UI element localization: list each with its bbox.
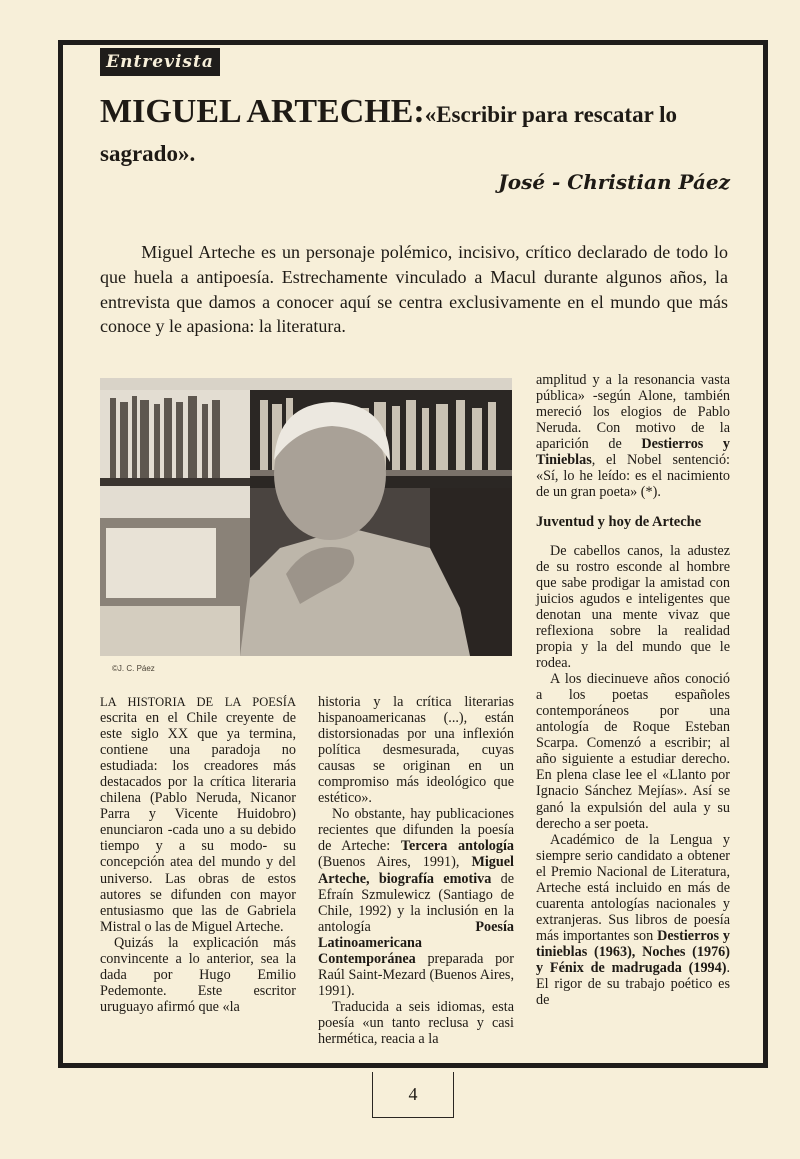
author-photo	[100, 378, 512, 656]
section-heading: Juventud y hoy de Arteche	[536, 514, 702, 531]
section-label: Entrevista	[100, 48, 220, 76]
column3-paragraph-1	[536, 372, 730, 500]
column2-paragraph-3: Traducida a seis idiomas, esta poesía «un tanto reclusa y casi hermética, reacia a la	[318, 998, 514, 1047]
article-title	[100, 92, 740, 170]
column1-smallcaps-lead: LA HISTORIA DE LA POESÍA	[100, 695, 296, 709]
book-titles-list: Destierros y tinieblas (1963), Noches (1976) y Fénix de madrugada (1994)	[536, 927, 730, 976]
column2-p2-text-e: preparada por Raúl Saint-Mezard (Buenos Aires, 1991).	[318, 950, 514, 999]
article-column-2	[318, 694, 514, 1047]
book-title-destierros: Destierros y Tinieblas	[536, 436, 731, 469]
column3-p4-text-a: Académico de la Lengua y siempre serio candidato a obtener el Premio Nacional de Literatura, Arteche está incluido en más de cuarenta antologías nacionales y extranjeras. Sus libros de poesía más importantes son	[536, 831, 730, 944]
title-main: MIGUEL ARTECHE:	[100, 93, 425, 130]
lead-paragraph	[100, 240, 728, 339]
title-subtitle: «Escribir para rescatar lo sagrado».	[100, 102, 678, 167]
column3-p1-text-a: amplitud y a la resonancia vasta pública» -según Alone, también mereció los elogios de Pablo Neruda. Con motivo de la aparición de	[536, 372, 730, 453]
column2-p2-text-a: No obstante, hay publicaciones recientes que difunden la poesía de Arteche:	[318, 806, 514, 855]
column1-paragraph-1	[100, 694, 296, 935]
column3-paragraph-2: De cabellos canos, la adustez de su rostro esconde al hombre que sabe prodigar la amistad con juicios agudos e inteligentes que denotan una mente vivaz que reflexiona sobre la realidad propia y la del mundo que le rodea.	[536, 542, 730, 672]
book-title-poesia-latinoamericana: Poesía Latinoamericana Contemporánea	[318, 918, 514, 967]
column3-p1-text-c: , el Nobel sentenció: «Sí, lo he leído: es el nacimiento de un gran poeta» (*).	[536, 452, 730, 501]
column2-p2-text-c: (Buenos Aires, 1991),	[318, 854, 472, 871]
column3-p4-text-c: . El rigor de su trabajo poético es de	[536, 959, 730, 1009]
photo-credit: ©J. C. Páez	[112, 664, 155, 673]
column2-p2-text-d: de Efraín Szmulewicz (Santiago de Chile, 1992) y la inclusión en la antología	[318, 870, 514, 935]
byline: José - Christian Páez	[498, 170, 730, 194]
lead-text: Miguel Arteche es un personaje polémico, incisivo, crítico declarado de todo lo que huela a antipoesía. Estrechamente vinculado a Macul durante algunos años, la entrevista que damos a conocer aquí se centra exclusivamente en el mundo que más conoce y le apasiona: la literatura.	[100, 242, 729, 337]
column2-paragraph-2	[318, 806, 514, 999]
page-number: 4	[372, 1072, 454, 1118]
author-photo-illustration	[100, 378, 512, 656]
book-title-biografia: Miguel Arteche, biografía emotiva	[318, 854, 514, 887]
column1-paragraph-2: Quizás la explicación más convincente a lo anterior, sea la dada por Hugo Emilio Pedemonte. Este escritor uruguayo afirmó que «la	[100, 934, 296, 1015]
column2-paragraph-1: historia y la crítica literarias hispanoamericanas (...), están distorsionadas por una inflexión política desmesurada, cuyas causas se originan en un compromiso más ideológico que estético».	[318, 694, 514, 807]
article-column-3	[536, 372, 730, 1008]
article-column-1	[100, 694, 296, 1015]
column1-p1-text: escrita en el Chile creyente de este siglo XX que ya termina, contiene una paradoja no estudiada: los creadores más destacados por la crítica literaria chilena (Pablo Neruda, Nicanor Parra y Vicente Huidobro) enunciaron -cada uno a su debido tiempo y a su modo- su concepción atea del mundo y del universo. Las obras de estos autores se difunden con mayor entusiasmo que las de Gabriela Mistral o las de Miguel Arteche.	[100, 710, 296, 935]
column3-paragraph-4	[536, 832, 730, 1009]
column3-paragraph-3: A los diecinueve años conoció a los poetas españoles contemporáneos por una antología de Roque Esteban Scarpa. Comenzó a escribir; al año siguiente a estudiar derecho. En plena clase lee el «Llanto por Ignacio Sánchez Mejías». Así se ganó la expulsión del aula y su derecho a ser poeta.	[536, 671, 730, 832]
book-title-tercera-antologia: Tercera antología	[400, 838, 514, 855]
